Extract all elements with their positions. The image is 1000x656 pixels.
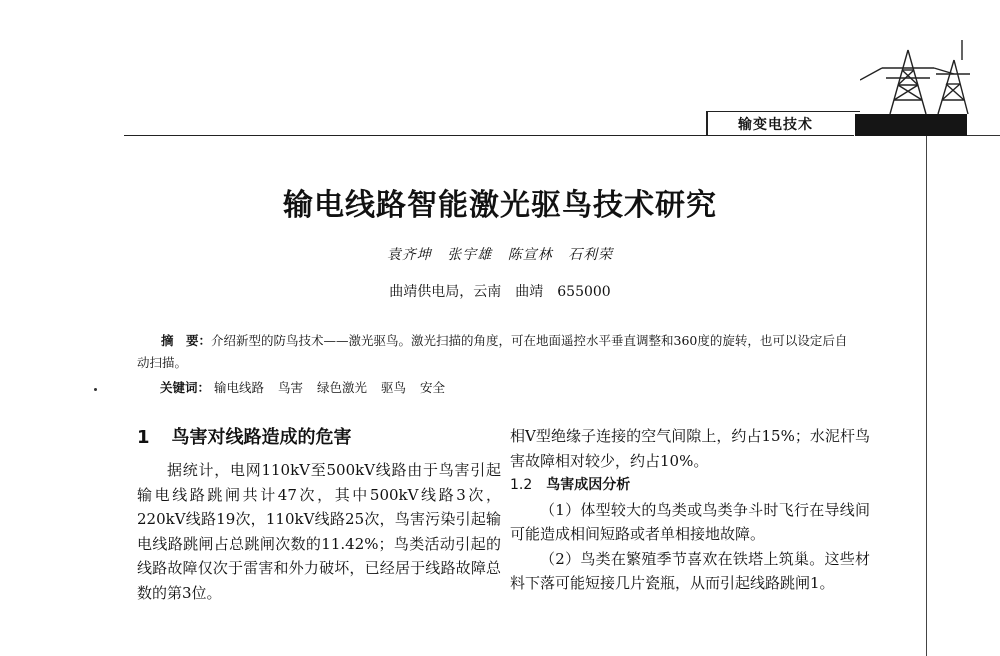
author: 陈宣林 (507, 247, 553, 263)
affiliation: 曲靖供电局，云南 曲靖 655000 (389, 284, 611, 300)
author: 石利荣 (568, 247, 614, 263)
header-black-bar (855, 114, 967, 136)
paragraph: 相V型绝缘子连接的空气间隙上，约占15%；水泥杆鸟害故障相对较少，约占10%。 (510, 427, 870, 470)
paragraph: 据统计，电网110kV至500kV线路由于鸟害引起输电线路跳闸共计47次，其中500kV线路3次，220kV线路19次，110kV线路25次，鸟害污染引起输电线路跳闸占总跳闸次数的11.42%；鸟类活动引起的线路故障仅次于雷害和外力破坏，已经居于线路故障总数的第3位。 (137, 461, 501, 602)
authors (0, 244, 1000, 264)
keyword: 驱鸟 (381, 380, 407, 395)
abstract-label: 摘 要： (161, 333, 212, 348)
section-number: 1 (137, 427, 150, 448)
left-column (137, 424, 501, 605)
margin-dot (94, 388, 97, 391)
abstract-text: 介绍新型的防鸟技术——激光驱鸟。激光扫描的角度，可在地面遥控水平垂直调整和360度的旋转，也可以设定后自动扫描。 (137, 333, 848, 370)
paragraph: （2）鸟类在繁殖季节喜欢在铁塔上筑巢。这些材料下落可能短接几片瓷瓶，从而引起线路跳闸1。 (510, 549, 870, 592)
author: 张宇雄 (447, 247, 493, 263)
subsection-number: 1.2 (510, 477, 533, 493)
author: 袁齐坤 (386, 247, 432, 263)
section-heading (137, 424, 501, 452)
subsection-heading (510, 473, 870, 498)
right-column (510, 424, 870, 596)
section-label: 输变电技术 (738, 117, 813, 133)
paragraph: （1）体型较大的鸟类或鸟类争斗时飞行在导线间可能造成相间短路或者单相接地故障。 (510, 500, 870, 543)
abstract (137, 330, 857, 374)
keyword: 绿色激光 (317, 380, 368, 395)
keyword: 鸟害 (278, 380, 304, 395)
transmission-tower-icon (860, 40, 970, 116)
paper-title: 输电线路智能激光驱鸟技术研究 (283, 188, 717, 223)
keyword: 输电线路 (214, 380, 265, 395)
keywords-label: 关键词： (160, 380, 211, 395)
subsection-heading-text: 鸟害成因分析 (546, 477, 631, 493)
keyword: 安全 (420, 380, 446, 395)
section-heading-text: 鸟害对线路造成的危害 (171, 427, 352, 448)
keywords (160, 378, 455, 396)
